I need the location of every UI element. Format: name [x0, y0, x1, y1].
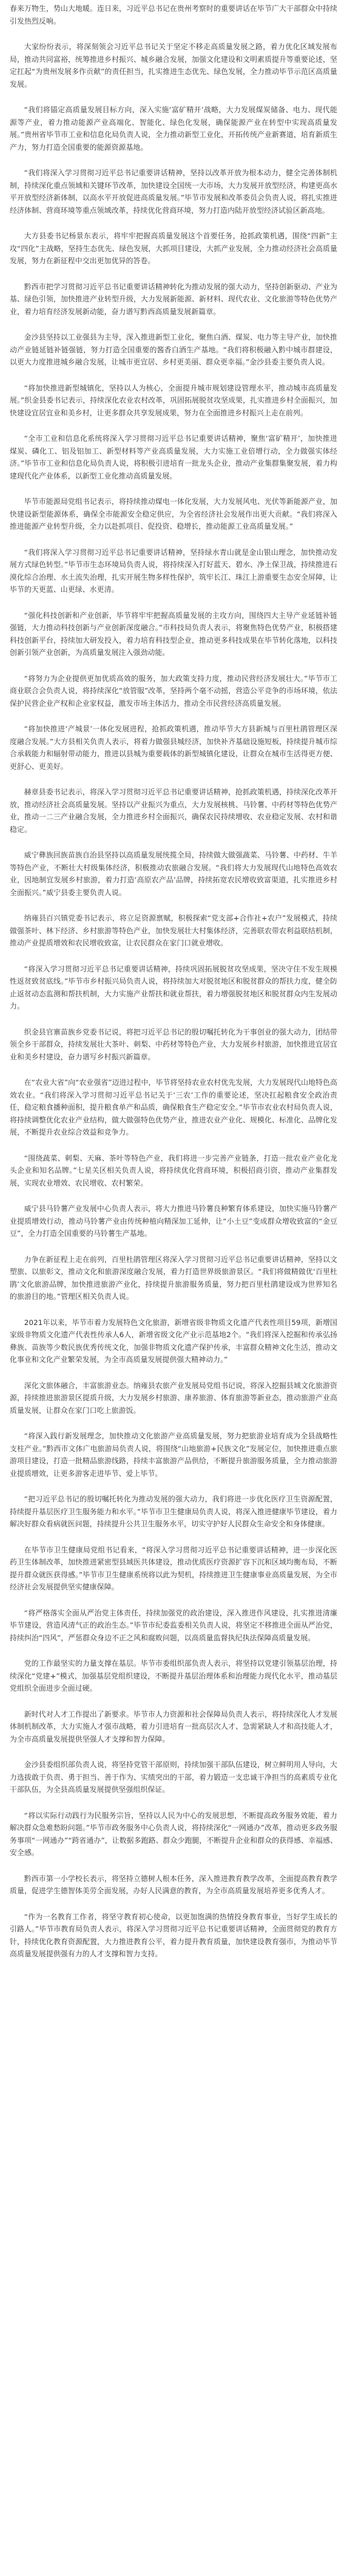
article-paragraph: “我们将深入学习贯彻习近平总书记重要讲话精神，坚持绿水青山就是金山银山理念，加快推动发展方式绿色转型。”毕节市生态环境局负责人说，将持续深入打好蓝天、碧水、净土保卫战，持续推进石漠化综合治理、水土流失治理，扎实开展生物多样性保护，筑牢长江、珠江上游重要生态安全屏障，让毕节的天更蓝、山更绿、水更清。	[10, 548, 337, 594]
article-paragraph: 织金县官寨苗族乡党委书记说，将把习近平总书记的殷切嘱托转化为干事创业的强大动力，团结带领全乡干部群众，持续发展壮大茶叶、刺梨、中药材等特色产业，大力发展乡村旅游，加快推进宜居宜业和美乡村建设，奋力谱写乡村振兴新篇章。	[10, 1027, 337, 1061]
article-paragraph: “将深入践行新发展理念，加快推动文化旅游产业高质量发展，努力把旅游业培育成为全县战略性支柱产业。”黔西市文体广电旅游局负责人说，将围绕“山地旅游+民族文化”发展定位，加快推进重点旅游项目建设，打造一批精品旅游线路，持续丰富旅游产品供给，不断提升旅游服务质量，全力推动旅游业提质增效，让更多游客走进毕节、爱上毕节。	[10, 1432, 337, 1478]
article-paragraph: “将严格落实全面从严治党主体责任，持续加强党的政治建设，深入推进作风建设，扎实推进清廉毕节建设，营造风清气正的政治生态。”毕节市纪委监委相关负责人说，将坚定不移推进全面从严治党，持续纠治“四风”，严惩群众身边不正之风和腐败问题，以高质量监督执纪执法保障高质量发展。	[10, 1608, 337, 1642]
article-paragraph: 赫章县委书记表示，将深入学习贯彻习近平总书记重要讲话精神，抢抓政策机遇，持续深化改革开放，推动经济社会高质量发展。坚持以产业振兴为重点，大力发展核桃、马铃薯、中药材等特色优势产业，推动一二三产业融合发展，全力推进乡村全面振兴，确保农民持续增收、农业稳定发展、农村和谐稳定。	[10, 788, 337, 834]
article-paragraph: 金沙县委组织部负责人说，将坚持党管干部原则，持续加强干部队伍建设，树立鲜明用人导向，大力选拔敢于负责、勇于担当、善于作为、实绩突出的干部，着力锻造一支忠诚干净担当的高素质专业化干部队伍，为全县高质量发展提供坚强组织保证。	[10, 1760, 337, 1794]
article-paragraph: 纳雍县百兴镇党委书记表示，将立足资源禀赋，积极探索“党支部+合作社+农户”发展模式，持续做强茶叶、林下经济、乡村旅游等特色产业，加快发展壮大村集体经济，完善联农带农利益联结机制，推动产业提质增效和农民增收致富，让农民群众在家门口就业增收。	[10, 914, 337, 947]
article-paragraph: “将以实际行动践行为民服务宗旨，坚持以人民为中心的发展思想，不断提高政务服务效能，着力解决群众急难愁盼问题。”毕节市政务服务中心负责人说，将持续深化“一网通办”改革，推动更多政务服务事项“一网通办”“跨省通办”，让数据多跑路、群众少跑腿，不断提升企业和群众的获得感、幸福感、安全感。	[10, 1811, 337, 1857]
article-paragraph: “将努力为企业提供更加优质高效的服务，加大政策支持力度，推动民营经济发展壮大。”毕节市工商业联合会负责人说，将持续深化“放管服”改革，坚持两个毫不动摇，营造公平竞争的市场环境，依法保护民营企业产权和企业家权益，激发市场主体活力，推动全市民营经济高质量发展。	[10, 674, 337, 708]
article-paragraph: 力争在新征程上走在前列，百里杜鹃管理区将深入学习贯彻习近平总书记重要讲话精神，坚持以文塑旅、以旅彰文，推动文化和旅游深度融合发展，着力打造世界级旅游景区。“我们将做精做优‘百里杜鹃’文化旅游品牌，加快推进旅游产业化，持续提升旅游服务质量，努力把百里杜鹃建设成为世界知名的旅游目的地。”管理区相关负责人说。	[10, 1255, 337, 1301]
article-paragraph: 春来万物生，势山大地暖。连日来，习近平总书记在贵州考察时的重要讲话在毕节广大干部群众中持续引发热烈反响。	[10, 4, 337, 25]
article-paragraph: “将加快推进‘产城景’一体化发展进程，抢抓政策机遇，推动毕节大方县新城与百里杜鹃管理区深度融合发展。”大方县相关负责人表示，将着力做强县城经济，加快补齐基础设施短板，持续提升城市综合承载能力和辐射带动能力，推进以县城为重要载体的新型城镇化建设，让群众在城市生活得更方便、更舒心、更美好。	[10, 725, 337, 771]
article-paragraph: “我们将锚定高质量发展目标方向，深入实施‘富矿精开’战略，大力发展煤炭储备、电力、现代能源等产业，着力推动能源产业高端化、智能化、绿色化发展，确保能源产业在转型中实现高质量发展。”贵州省毕节市工业和信息化局负责人说，全力推动新型工业化，开拓传统产业新赛道，培育新质生产力，努力打造全国重要的能源资源基地。	[10, 106, 337, 152]
article-paragraph: 在“农业大省”向“农业强省”迈进过程中，毕节将坚持农业农村优先发展，大力发展现代山地特色高效农业。“我们将深入学习贯彻习近平总书记关于‘三农’工作的重要论述，坚决扛起粮食安全政治责任，稳定粮食播种面积，提升粮食单产和品质，确保粮食生产稳定安全。”毕节市农业农村局负责人说，将持续调整优化农业产业结构，做大做强特色优势产业，推进农业产业化、规模化、标准化、品牌化发展，不断提升农业综合效益和竞争力。	[10, 1078, 337, 1136]
article-paragraph: “将加快推进新型城镇化，坚持以人为核心，全面提升城市规划建设管理水平，推动城市高质量发展。”织金县委书记表示，持续深化农业农村改革，巩固拓展脱贫攻坚成果，扎实推进乡村全面振兴，加快建设宜居宜业和美乡村，让更多群众共享发展成果，努力在全面推进乡村振兴上走在前列。	[10, 383, 337, 417]
article-paragraph: “全市工业和信息化系统将深入学习贯彻习近平总书记重要讲话精神，聚焦‘富矿精开’，加快推进煤炭、磷化工、铝及铝加工、新型材料等产业高质量发展，大力实施工业倍增行动，全力做强实体经济。”毕节市工业和信息化局负责人说，将积极引进培育一批龙头企业，推动产业集群集聚发展，着力构建现代化产业体系，以新型工业化推动高质量发展。	[10, 434, 337, 480]
article-paragraph: 毕节市能源局党组书记表示，将持续推动煤电一体化发展，大力发展风电、光伏等新能源产业，加快建设新型能源体系，确保全市能源安全稳定供应，为全省经济社会发展作出更大贡献。“我们将深入推进能源产业转型升级，全力以赴抓项目、促投资、稳增长，推动能源工业高质量发展。”	[10, 497, 337, 531]
article-paragraph: “作为一名教育工作者，将坚守教育初心使命，以更加饱满的热情投身教育事业，当好学生成长的引路人。”毕节市教育局负责人表示，将深入学习贯彻习近平总书记重要讲话精神，全面贯彻党的教育方针，持续优化教育资源配置，大力推进教育公平，着力提升教育质量，加快建设教育强市，为推动毕节高质量发展提供强有力的人才支撑和智力支持。	[10, 1912, 337, 1958]
article-paragraph: “把习近平总书记的殷切嘱托转化为推动发展的强大动力，我们将进一步优化医疗卫生资源配置，持续提升基层医疗卫生服务能力和水平。”毕节市卫生健康局负责人说，将深入推进健康毕节建设，着力解决好群众看病就医问题，持续提升公共卫生服务水平，切实守护好人民群众生命安全和身体健康。	[10, 1495, 337, 1528]
article-paragraph: 大家纷纷表示，将深刻领会习近平总书记关于坚定不移走高质量发展之路，着力优化区域发展布局，推动共同富裕，统筹推进乡村振兴、城乡融合发展，加强文化建设和文明素质提升等重要论述，坚定扛起“为贵州发展多作贡献”的责任担当，扎实推进生态优先、绿色发展，全力推动毕节示范区高质量发展。	[10, 42, 337, 89]
article-paragraph: 威宁县马铃薯产业发展中心负责人表示，将大力推进马铃薯良种繁育体系建设，加快实施马铃薯产业提质增效行动，推动马铃薯产业由传统种植向精深加工延伸，让“小土豆”变成群众增收致富的“金豆豆”，全力打造全国重要的马铃薯生产基地。	[10, 1204, 337, 1238]
article-paragraph: “将深入学习贯彻习近平总书记重要讲话精神，持续巩固拓展脱贫攻坚成果，坚决守住不发生规模性返贫致贫底线。”毕节市乡村振兴局负责人说，将持续加大对脱贫地区和脱贫群众的帮扶力度，健全防止返贫动态监测和帮扶机制，大力实施产业帮扶和就业帮扶，着力增强脱贫地区和脱贫群众内生发展动力。	[10, 964, 337, 1010]
article-paragraph: “强化科技创新和产业创新，毕节将牢牢把握高质量发展的主攻方向，围绕四大主导产业延链补链强链，大力推动科技创新与产业创新深度融合。”市科技局负责人表示，将聚焦特色优势产业，积极搭建科技创新平台，持续加大研发投入，着力培育科技型企业，推动更多科技成果在毕节转化落地，以科技创新引领产业创新，为高质量发展注入强劲动能。	[10, 611, 337, 657]
article-paragraph: 2021年以来，毕节市着力发展特色文化旅游，新增省级非物质文化遗产代表性项目59项，新增国家级非物质文化遗产代表性传承人6人，新增省级文化产业示范基地2个。“我们将深入挖掘和传承弘扬彝族、苗族等少数民族优秀传统文化，加强非物质文化遗产保护传承，丰富群众精神文化生活，推动文化事业和文化产业繁荣发展，为全市高质量发展提供强大精神动力。”	[10, 1318, 337, 1364]
article-paragraph: 深化文旅体融合，丰富旅游业态。纳雍县农旅产业发展局党组书记说，将深入挖掘县域文化旅游资源，持续推进旅游景区提质升级，大力发展乡村旅游、康养旅游、体育旅游等新业态，推动旅游产业高质量发展，让群众在家门口吃上旅游饭。	[10, 1381, 337, 1415]
article-paragraph: 黔西市把学习贯彻习近平总书记重要讲话精神转化为推动发展的强大动力，坚持创新驱动、产业为基、绿色引领，加快推进产业转型升级，大力发展新能源、新材料、现代农业、文化旅游等特色优势产业，着力培育经济发展新动能，奋力谱写黔西高质量发展新篇章。	[10, 282, 337, 316]
article-paragraph: “我们将深入学习贯彻习近平总书记重要讲话精神，坚持以改革开放为根本动力，健全完善体制机制，持续深化重点领域和关键环节改革，加快建设全国统一大市场，大力发展开放型经济，构建更高水平开放型经济新体制，以高水平开放促进高质量发展。”毕节市发展和改革委员会负责人说，将扎实推进经济体制、营商环境等重点领域改革，持续优化营商环境，努力打造内陆开放型经济试验区新高地。	[10, 169, 337, 215]
article-paragraph: 威宁彝族回族苗族自治县坚持以高质量发展统揽全局，持续做大做强蔬菜、马铃薯、中药材、牛羊等特色产业，不断壮大村级集体经济，积极推动农旅融合发展。“我们将大力发展现代山地特色高效农业，因地制宜发展乡村旅游，着力打造‘高原农产品’品牌，持续拓宽农民增收致富渠道，扎实推进乡村全面振兴。”威宁县委主要负责人说。	[10, 851, 337, 897]
article-paragraph: 黔西市第一小学校长表示，将坚持立德树人根本任务，深入推进教育教学改革，全面提高教育教学质量，促进学生德智体美劳全面发展，办好人民满意的教育，为全市高质量发展培养更多优秀人才。	[10, 1874, 337, 1895]
article-paragraph: “围绕蔬菜、刺梨、天麻、茶叶等特色产业，我们将进一步完善产业链条，打造一批农业产业化龙头企业和知名品牌。”七星关区相关负责人说，将持续优化营商环境，积极招商引资，推动产业集群发展，实现农业增效、农民增收、农村繁荣。	[10, 1153, 337, 1187]
article-paragraph: 在毕节市卫生健康局党组书记看来，“将深入学习贯彻习近平总书记重要讲话精神，进一步深化医药卫生体制改革，加快推进紧密型县域医共体建设，推动优质医疗资源扩容下沉和区域均衡布局，不断提升群众就医获得感。”毕节市卫生健康系统将以此为契机，持续推进卫生健康事业高质量发展，为全市经济社会发展提供坚实健康保障。	[10, 1545, 337, 1591]
article-paragraph: 党的工作最坚实的力量支撑在基层。毕节市委组织部负责人表示，将坚持以党建引领基层治理，持续深化“党建+”模式，加强基层党组织建设，不断提升基层治理体系和治理能力现代化水平，推动基层党组织全面进步全面过硬。	[10, 1659, 337, 1692]
article-paragraph: 金沙县坚持以工业强县为主导，深入推进新型工业化，聚焦白酒、煤炭、电力等主导产业，加快推动产业链延链补链强链，努力打造全国重要的酱香白酒生产基地。“我们将积极融入黔中城市群建设，以更大力度推进城乡融合发展，让城市更宜居、乡村更美丽、群众更幸福。”金沙县委主要负责人说。	[10, 333, 337, 366]
article-paragraph: 大方县委书记杨景东表示，将牢牢把握高质量发展这个首要任务，抢抓政策机遇，围绕“四新”主攻“四化”主战略，坚持生态优先、绿色发展，大抓项目建设，大抓产业发展，全力推动经济社会高质量发展，努力在新征程中交出更加优异的答卷。	[10, 232, 337, 265]
article-paragraph: 新时代对人才工作提出了新要求。毕节市人力资源和社会保障局负责人表示，将持续深化人才发展体制机制改革，大力实施人才强市战略，着力引进培育一批高层次人才、急需紧缺人才和高技能人才，为全市高质量发展提供坚强人才支撑和智力保障。	[10, 1709, 337, 1743]
